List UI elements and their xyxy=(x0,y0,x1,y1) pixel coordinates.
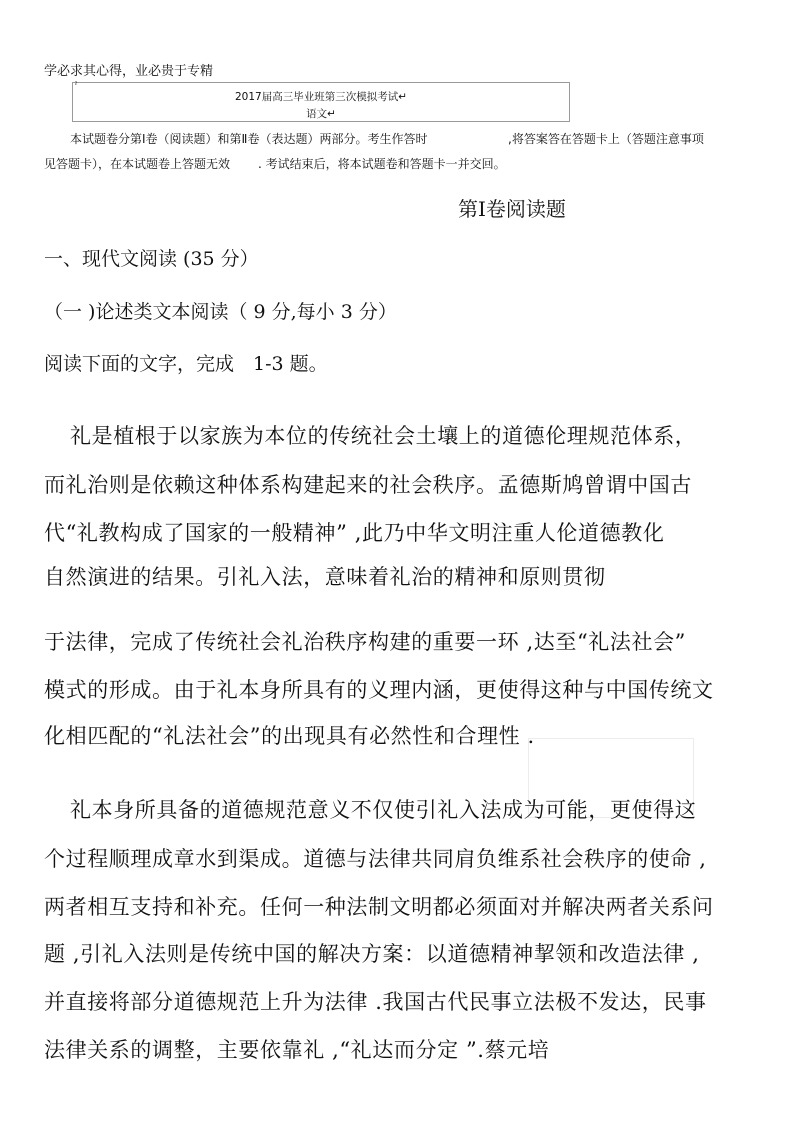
paragraph-line: 两者相互支持和补充。任何一种法制文明都必须面对并解决两者关系问 xyxy=(44,895,714,919)
instructions-line1-b: ,将答案答在答题卡上（答题注意事项 xyxy=(508,132,704,146)
paragraph-line: 代“礼教构成了国家的一般精神” ,此乃中华文明注重人伦道德教化 xyxy=(44,521,665,545)
paragraph-line: 礼本身所具备的道德规范意义不仅使引礼入法成为可能，更使得这 xyxy=(70,798,697,822)
corner-mark: ˀ xyxy=(75,81,78,90)
instructions-line2-a: 见答题卡），在本试题卷上答题无效 xyxy=(44,157,231,171)
paragraph-line: 而礼治则是依赖这种体系构建起来的社会秩序。孟德斯鸠曾谓中国古 xyxy=(44,473,692,497)
paragraph-line: 自然演进的结果。引礼入法，意味着礼治的精神和原则贯彻 xyxy=(44,565,606,589)
header-note: 学必求其心得，业必贵于专精 xyxy=(44,64,214,79)
paragraph-line: 模式的形成。由于礼本身所具有的义理内涵，更使得这种与中国传统文 xyxy=(44,678,714,702)
heading-argumentative-reading: （一 )论述类文本阅读（ 9 分,每小 3 分） xyxy=(44,301,397,323)
instructions-line2-b: . 考试结束后，将本试题卷和答题卡一并交回。 xyxy=(258,157,506,171)
paragraph-line: 法律关系的调整，主要依靠礼 ,“礼达而分定 ”.蔡元培 xyxy=(44,1038,550,1062)
paragraph-line: 个过程顺理成章水到渠成。道德与法律共同肩负维系社会秩序的使命 , xyxy=(44,847,707,871)
paragraph-line: 化相匹配的“礼法社会”的出现具有必然性和合理性 . xyxy=(44,724,535,748)
heading-modern-reading: 一、现代文阅读 (35 分） xyxy=(44,248,259,270)
paragraph-line: 礼是植根于以家族为本位的传统社会土壤上的道德伦理规范体系， xyxy=(70,424,697,448)
exam-title: 2017届高三毕业班第三次模拟考试↵ xyxy=(234,91,408,103)
instructions-line1-a: 本试题卷分第Ⅰ卷（阅读题）和第Ⅱ卷（表达题）两部分。考生作答时 xyxy=(70,132,428,146)
paragraph-line: 于法律，完成了传统社会礼治秩序构建的重要一环 ,达至“礼法社会” xyxy=(44,630,687,654)
section-title: 第Ⅰ卷阅读题 xyxy=(458,197,566,221)
reading-instruction: 阅读下面的文字，完成 1-3 题。 xyxy=(44,353,328,375)
paragraph-line: 并直接将部分道德规范上升为法律 .我国古代民事立法极不发达，民事 xyxy=(44,990,707,1014)
exam-subject: 语文↵ xyxy=(306,108,336,120)
exam-title-box xyxy=(72,82,570,122)
paragraph-line: 题 ,引礼入法则是传统中国的解决方案：以道德精神挈领和改造法律 , xyxy=(44,942,700,966)
